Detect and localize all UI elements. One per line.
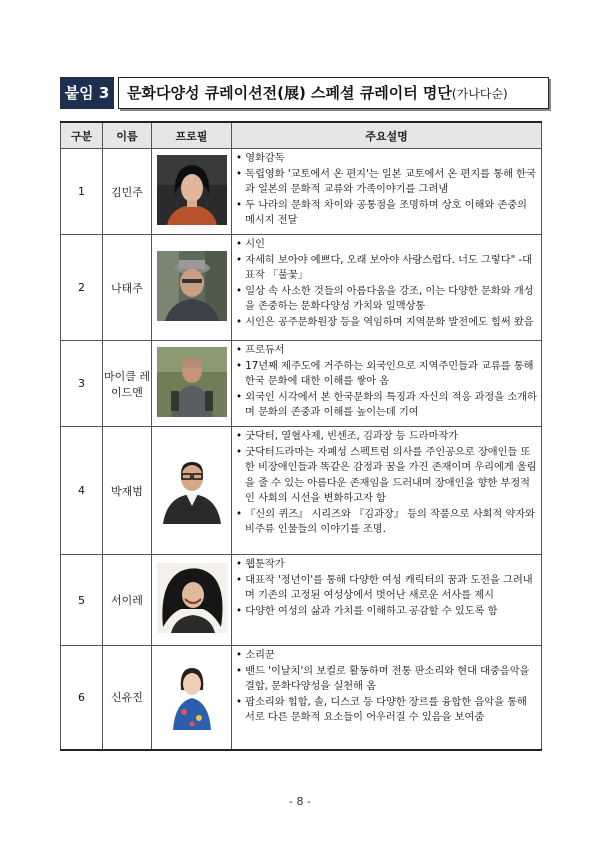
profile-photo <box>157 660 227 730</box>
row-num: 1 <box>61 149 103 235</box>
desc-line: 시인은 공주문화원장 등을 역임하며 지역문화 발전에도 힘써 왔음 <box>245 316 534 328</box>
row-name: 나태주 <box>103 235 152 341</box>
profile-photo <box>157 155 227 225</box>
desc-line: 굿닥터드라마는 자폐성 스펙트럼 의사를 주인공으로 장애인들 또한 비장애인들과 똑같은 감정과 꿈을 가진 존재이며 우리에게 울림을 줄 수 있는 아름다운 존재임을 드러내며 장애인을 향한 부정적인 사회의 시선을 변화하고자 함 <box>245 446 537 504</box>
row-num: 3 <box>61 341 103 427</box>
profile-photo <box>157 563 227 633</box>
title-text: 문화다양성 큐레이션전(展) 스페셜 큐레이터 명단 <box>127 84 452 102</box>
desc-line: 웹툰작가 <box>245 559 285 570</box>
table-row: 4 박재범 • 굿닥터, 열혈사제, 빈센조, 김과장 등 드라마작가 • 굿닥터드라마는 자폐성 스펙트럼 의사를 주인공으로 장애인들 또한 비장애인들과 똑같은 감정과 꿈을 가진 존재이며 우리에게 울림을 줄 수 있는 아름다운 존재임을 드러내며 장애인을 향한 부정적인 사회의 시선을 변화하고자 함 • 『신의 퀴즈』 시리즈와 『김과장』 등의 작품으로 사회적 약자와 비주류 인물들의 이야기를 조명. <box>61 427 542 555</box>
row-num: 2 <box>61 235 103 341</box>
table-row: 2 나태주 • 시인 • 자세히 보아야 예쁘다, 오래 보아야 사랑스럽다. 너도 그렇다" -대표작 「풀꽃」 • 일상 속 사소한 것들의 아름다움을 강조, 이는 다양한 문화와 개성을 존중하는 문화다양성 가치와 일맥상통 • 시인은 공주문화원장 등을 역임하며 지역문화 발전에도 힘써 왔음 <box>61 235 542 341</box>
row-num: 4 <box>61 427 103 555</box>
col-header-desc: 주요설명 <box>232 122 542 149</box>
desc-line: 영화감독 <box>245 153 285 164</box>
curator-table <box>60 121 542 751</box>
desc-line: 소리꾼 <box>245 650 275 661</box>
table-row: 5 서이레 • 웹툰작가 • 대표작 '정년이'를 통해 다양한 여성 캐릭터의 꿈과 도전을 그려내며 기존의 고정된 여성상에서 벗어난 새로운 서사를 제시 • 다양한 여성의 삶과 가치를 이해하고 공감할 수 있도록 함 <box>61 555 542 646</box>
desc-line: 두 나라의 문화적 차이와 공통점을 조명하며 상호 이해와 존중의 메시지 전달 <box>245 199 528 226</box>
table-row: 6 신유진 • 소리꾼 • 밴드 '이날치'의 보컬로 활동하며 전통 판소리와 현대 대중음악을 결합, 문화다양성을 실천해 옴 • 팝소리와 힙합, 솔, 디스코 등 다양한 장르를 융합한 음악을 통해 서로 다른 문화적 요소들이 어우러질 수 있음을 보여줌 <box>61 646 542 750</box>
title-suffix: (가나다순) <box>451 87 508 101</box>
profile-photo <box>157 251 227 321</box>
desc-line: 굿닥터, 열혈사제, 빈센조, 김과장 등 드라마작가 <box>245 431 459 442</box>
row-num: 5 <box>61 555 103 646</box>
table-row: 3 마이클 레이드멘 • 프로듀서 • 17년째 제주도에 거주하는 외국인으로 지역주민들과 교류를 통해 한국 문화에 대한 이해를 쌓아 옴 • 외국인 시각에서 본 한국문화의 특징과 자신의 적응 과정을 소개하며 문화의 존중과 이해를 높이는데 기여 <box>61 341 542 427</box>
desc-line: 『신의 퀴즈』 시리즈와 『김과장』 등의 작품으로 사회적 약자와 비주류 인물들의 이야기를 조명. <box>245 508 536 535</box>
profile-photo <box>157 347 227 417</box>
appendix-tag: 붙임 3 <box>60 77 114 109</box>
row-name: 서이레 <box>103 555 152 646</box>
col-header-num: 구분 <box>61 122 103 149</box>
row-num: 6 <box>61 646 103 750</box>
profile-photo <box>157 454 227 524</box>
row-name: 마이클 레이드멘 <box>103 341 152 427</box>
desc-line: 자세히 보아야 예쁘다, 오래 보아야 사랑스럽다. 너도 그렇다" -대표작 「풀꽃」 <box>245 254 533 281</box>
desc-line: 외국인 시각에서 본 한국문화의 특징과 자신의 적응 과정을 소개하며 문화의 존중과 이해를 높이는데 기여 <box>245 391 537 418</box>
col-header-profile: 프로필 <box>152 122 232 149</box>
desc-line: 시인 <box>245 239 265 250</box>
table-header-row <box>61 122 542 149</box>
desc-line: 일상 속 사소한 것들의 아름다움을 강조, 이는 다양한 문화와 개성을 존중하는 문화다양성 가치와 일맥상통 <box>245 285 534 312</box>
desc-line: 팝소리와 힙합, 솔, 디스코 등 다양한 장르를 융합한 음악을 통해 서로 다른 문화적 요소들이 어우러질 수 있음을 보여줌 <box>245 696 527 723</box>
table-row: 1 김민주 • 영화감독 • 독립영화 '교토에서 온 편지'는 일본 교토에서 온 편지를 통해 한국과 일본의 문화적 교류와 가족이야기를 그려냄 • 두 나라의 문화적 차이와 공통점을 조명하며 상호 이해와 존중의 메시지 전달 <box>61 149 542 235</box>
page-title <box>118 77 549 109</box>
page-number: - 8 - <box>289 795 311 808</box>
desc-line: 밴드 '이날치'의 보컬로 활동하며 전통 판소리와 현대 대중음악을 결합, 문화다양성을 실천해 옴 <box>245 665 530 692</box>
col-header-name: 이름 <box>103 122 152 149</box>
desc-line: 17년째 제주도에 거주하는 외국인으로 지역주민들과 교류를 통해 한국 문화에 대한 이해를 쌓아 옴 <box>245 360 534 387</box>
row-name: 김민주 <box>103 149 152 235</box>
desc-line: 다양한 여성의 삶과 가치를 이해하고 공감할 수 있도록 함 <box>245 605 498 617</box>
row-name: 신유진 <box>103 646 152 750</box>
appendix-header <box>60 77 541 109</box>
desc-line: 대표작 '정년이'를 통해 다양한 여성 캐릭터의 꿈과 도전을 그려내며 기존의 고정된 여성상에서 벗어난 새로운 서사를 제시 <box>245 574 533 601</box>
row-name: 박재범 <box>103 427 152 555</box>
desc-line: 독립영화 '교토에서 온 편지'는 일본 교토에서 온 편지를 통해 한국과 일본의 문화적 교류와 가족이야기를 그려냄 <box>245 168 536 195</box>
desc-line: 프로듀서 <box>245 345 285 356</box>
